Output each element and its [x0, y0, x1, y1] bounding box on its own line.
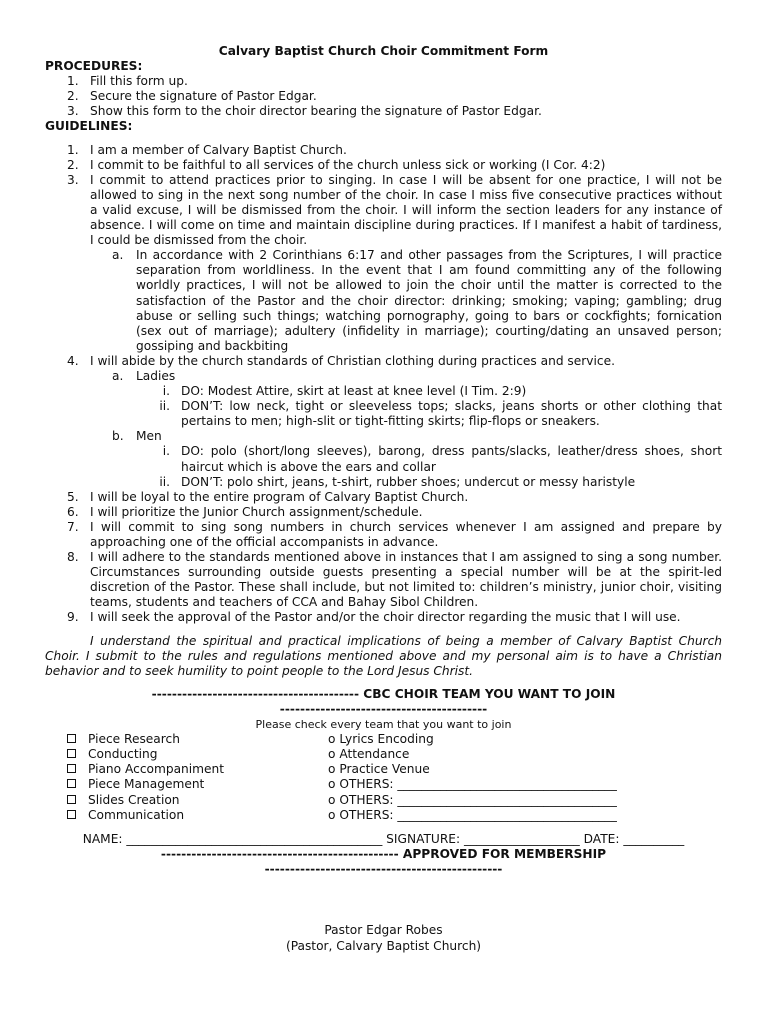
subitem-text: Men — [136, 429, 162, 444]
guideline-subitem — [45, 369, 722, 384]
checkbox-icon[interactable] — [67, 795, 76, 804]
guideline-item — [45, 173, 722, 248]
guideline-item — [45, 550, 722, 610]
guideline-number: 7. — [67, 519, 79, 534]
team-option-label: Communication — [88, 807, 185, 822]
team-option-label: Piece Management — [88, 777, 205, 792]
team-option[interactable] — [67, 747, 224, 762]
subsubitem-numeral: ii. — [159, 474, 170, 489]
guideline-text: I will be loyal to the entire program of Calvary Baptist Church. — [90, 489, 469, 504]
checkbox-icon[interactable] — [67, 764, 76, 773]
guideline-text: I commit to be faithful to all services of the church unless sick or working (I Cor. 4:2) — [90, 157, 606, 172]
subsubitem-text: DO: polo (short/long sleeves), barong, dress pants/slacks, leather/dress shoes, short haircut which is above the ears and collar — [181, 444, 722, 474]
team-instruction: Please check every team that you want to join — [255, 718, 512, 732]
pastor-name: Pastor Edgar Robes — [324, 923, 443, 938]
subsubitem-text: DO: Modest Attire, skirt at least at knee level (I Tim. 2:9) — [181, 384, 527, 399]
guideline-text: I am a member of Calvary Baptist Church. — [90, 142, 347, 157]
subitem-text: Ladies — [136, 368, 176, 383]
team-option[interactable] — [67, 808, 224, 823]
team-option-label: Conducting — [88, 747, 158, 762]
guideline-item — [45, 354, 722, 369]
subitem-letter: b. — [112, 429, 124, 444]
team-option[interactable] — [67, 762, 224, 777]
name-signature-date-line[interactable]: NAME: __________________________________________ SIGNATURE: ___________________ DATE: __________ — [82, 832, 685, 847]
guideline-number: 5. — [67, 489, 79, 504]
guideline-subsubitem — [45, 384, 722, 399]
subsubitem-numeral: i. — [162, 444, 170, 459]
guideline-subsubitem — [45, 444, 722, 474]
procedure-number: 3. — [67, 104, 79, 119]
pastor-title: (Pastor, Calvary Baptist Church) — [285, 938, 482, 953]
checkbox-icon[interactable] — [67, 810, 76, 819]
procedures-heading: PROCEDURES: — [45, 59, 143, 74]
team-section-heading: ----------------------------------------- CBC CHOIR TEAM YOU WANT TO JOIN — [151, 686, 616, 701]
procedure-item — [45, 104, 722, 119]
guidelines-heading: GUIDELINES: — [45, 119, 133, 134]
team-option-label: Slides Creation — [88, 792, 180, 807]
guideline-item — [45, 505, 722, 520]
guideline-text: I will abide by the church standards of Christian clothing during practices and service. — [90, 353, 615, 368]
subitem-text: In accordance with 2 Corinthians 6:17 and other passages from the Scriptures, I will practice separation from worldliness. In the event that I am found committing any of the following worldly practices, I will not be allowed to join the choir until the matter is corrected to the satisfaction of the Pastor and the choir director: drinking; smoking; vaping; gambling; drug abuse or selling such things; watching pornography, going to bars or cockfights; fornication (sex out of marriage); adultery (infidelity in marriage); courting/dating an unsaved person; gossiping and backbiting — [136, 248, 722, 353]
team-option[interactable] — [67, 793, 224, 808]
procedure-number: 2. — [67, 89, 79, 104]
team-option-other[interactable]: o OTHERS: ____________________________________ — [328, 777, 617, 792]
checkbox-icon[interactable] — [67, 734, 76, 743]
team-option[interactable] — [67, 777, 224, 792]
team-left-column — [67, 732, 224, 823]
team-option[interactable]: o Lyrics Encoding — [328, 732, 434, 747]
guideline-subitem — [45, 429, 722, 444]
procedure-item — [45, 74, 722, 89]
guideline-text: I will prioritize the Junior Church assignment/schedule. — [90, 504, 423, 519]
guideline-number: 3. — [67, 172, 79, 187]
checkbox-icon[interactable] — [67, 749, 76, 758]
guideline-number: 8. — [67, 550, 79, 565]
guideline-text: I commit to attend practices prior to singing. In case I will be absent for one practice, I will not be allowed to sing in the next song number of the choir. In case I miss five consecutive practices without a valid excuse, I will be dismissed from the choir. I will inform the section leaders for any instance of absence. I will come on time and maintain discipline during practices. If I manifest a habit of tardiness, I could be dismissed from the choir. — [90, 172, 722, 248]
procedure-text: Secure the signature of Pastor Edgar. — [90, 89, 317, 104]
commitment-statement: I understand the spiritual and practical implications of being a member of Calvary Baptist Church Choir. I submit to the rules and regulations mentioned above and my personal aim is to have a Christian behavior and to seek humility to point people to the Lord Jesus Christ. — [45, 633, 722, 678]
team-option-label: Piano Accompaniment — [88, 762, 225, 777]
guideline-subsubitem — [45, 399, 722, 429]
subsubitem-numeral: ii. — [159, 399, 170, 414]
guideline-subitem — [45, 248, 722, 354]
guideline-subsubitem — [45, 475, 722, 490]
team-option-label: Piece Research — [88, 732, 180, 747]
procedure-text: Show this form to the choir director bearing the signature of Pastor Edgar. — [90, 104, 542, 119]
guideline-text: I will seek the approval of the Pastor and/or the choir director regarding the music that I will use. — [90, 610, 681, 625]
checkbox-icon[interactable] — [67, 779, 76, 788]
guideline-number: 6. — [67, 504, 79, 519]
form-page — [45, 44, 722, 954]
approval-heading: ----------------------------------------------- APPROVED FOR MEMBERSHIP — [160, 847, 607, 862]
guideline-number: 1. — [67, 142, 79, 157]
guideline-number: 9. — [67, 610, 79, 625]
guideline-number: 2. — [67, 157, 79, 172]
team-right-column — [328, 732, 617, 823]
form-title: Calvary Baptist Church Choir Commitment Form — [218, 44, 549, 58]
subsubitem-text: DON’T: polo shirt, jeans, t-shirt, rubber shoes; undercut or messy haristyle — [181, 474, 636, 489]
guideline-item — [45, 520, 722, 550]
guideline-item — [45, 610, 722, 625]
team-option-other[interactable]: o OTHERS: ____________________________________ — [328, 792, 617, 807]
approval-divider: ----------------------------------------------- — [264, 862, 503, 877]
procedure-text: Fill this form up. — [90, 74, 188, 89]
procedure-number: 1. — [67, 74, 79, 89]
guideline-item — [45, 143, 722, 158]
team-option[interactable] — [67, 732, 224, 747]
team-option-other[interactable]: o OTHERS: ____________________________________ — [328, 807, 617, 822]
team-options — [45, 732, 722, 824]
guideline-item — [45, 158, 722, 173]
team-option[interactable]: o Practice Venue — [328, 762, 430, 777]
subitem-letter: a. — [112, 248, 124, 263]
team-section-divider: ----------------------------------------- — [279, 701, 488, 716]
procedure-item — [45, 89, 722, 104]
subsubitem-numeral: i. — [162, 384, 170, 399]
guideline-text: I will adhere to the standards mentioned above in instances that I am assigned to sing a song number. Circumstances surrounding outside guests presenting a special number will be at the spirit-led discretion of the Pastor. These shall include, but not limited to: children’s ministry, junior choir, visiting teams, students and teachers of CCA and Bahay Sibol Children. — [90, 550, 722, 610]
subsubitem-text: DON’T: low neck, tight or sleeveless tops; slacks, jeans shorts or other clothing that pertains to men; high-slit or tight-fitting skirts; flip-flops or sneakers. — [181, 399, 722, 429]
guideline-number: 4. — [67, 353, 79, 368]
guideline-text: I will commit to sing song numbers in church services whenever I am assigned and prepare by approaching one of the official accompanists in advance. — [90, 519, 722, 549]
subitem-letter: a. — [112, 368, 124, 383]
team-option[interactable]: o Attendance — [328, 747, 410, 762]
guideline-item — [45, 490, 722, 505]
